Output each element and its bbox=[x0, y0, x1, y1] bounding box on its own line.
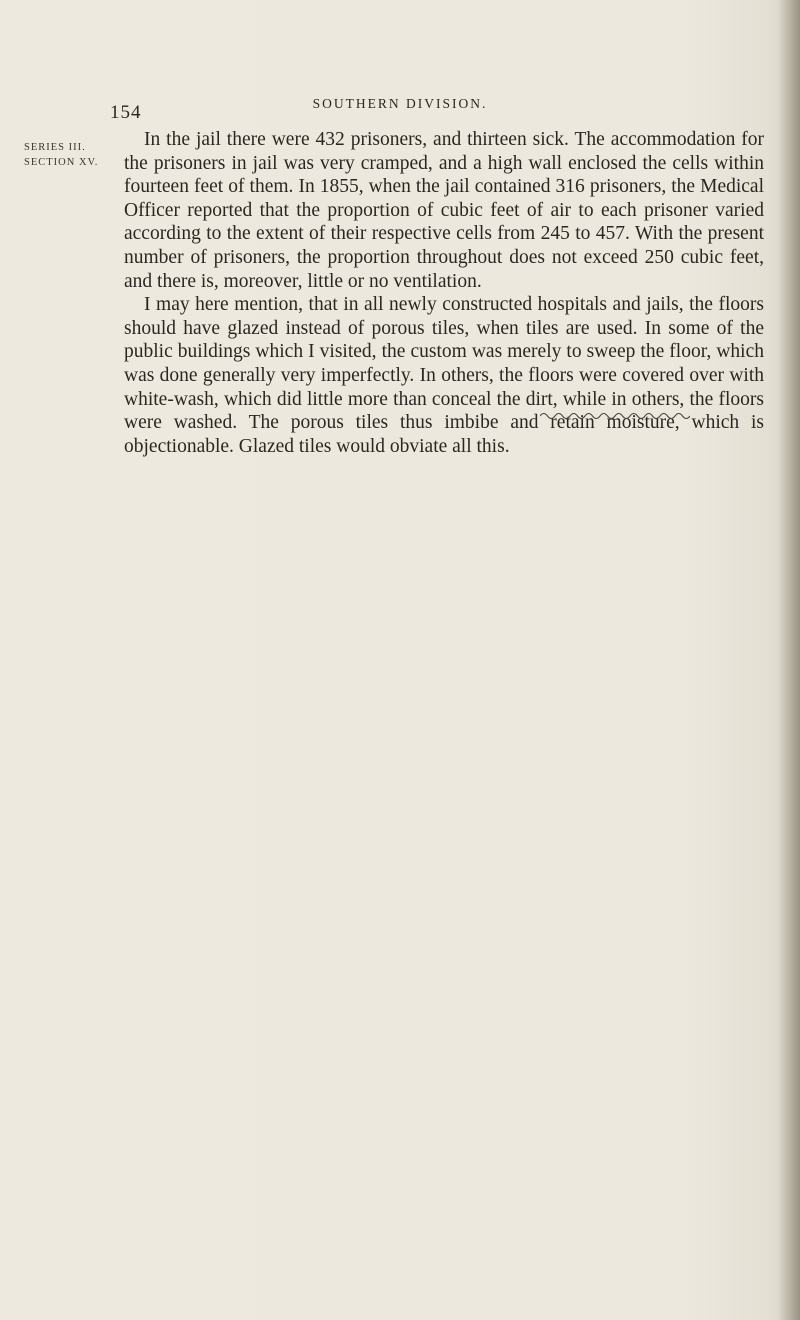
page-number: 154 bbox=[110, 102, 142, 123]
page-gutter-shadow bbox=[778, 0, 800, 1320]
wavy-rule-icon bbox=[540, 408, 690, 422]
running-head: SOUTHERN DIVISION. bbox=[312, 96, 488, 111]
side-note bbox=[24, 140, 98, 170]
side-note-series: SERIES III. bbox=[24, 142, 86, 153]
paragraph-2: I may here mention, that in all newly constructed hospitals and jails, the floors should have glazed instead of porous tiles, when tiles are used. In some of the public buildings which I visited, the custom was merely to sweep the floor, which was done generally very imperfectly. In others, the floors were covered over with white-wash, which did little more than conceal the dirt, while in others, the floors were washed. The porous tiles thus imbibe and retain moisture, which is objectionable. Glazed tiles would obviate all this. bbox=[124, 294, 764, 457]
side-note-section: SECTION XV. bbox=[24, 157, 99, 168]
paragraph-1: In the jail there were 432 prisoners, and thirteen sick. The accommodation for the prisoners in jail was very cramped, and a high wall enclosed the cells within fourteen feet of them. In 1855, when the jail contained 316 prisoners, the Medical Officer reported that the proportion of cubic feet of air to each prisoner varied according to the extent of their respective cells from 245 to 457. With the present number of prisoners, the proportion throughout does not exceed 250 cubic feet, and there is, moreover, little or no ventilation. bbox=[124, 129, 764, 292]
